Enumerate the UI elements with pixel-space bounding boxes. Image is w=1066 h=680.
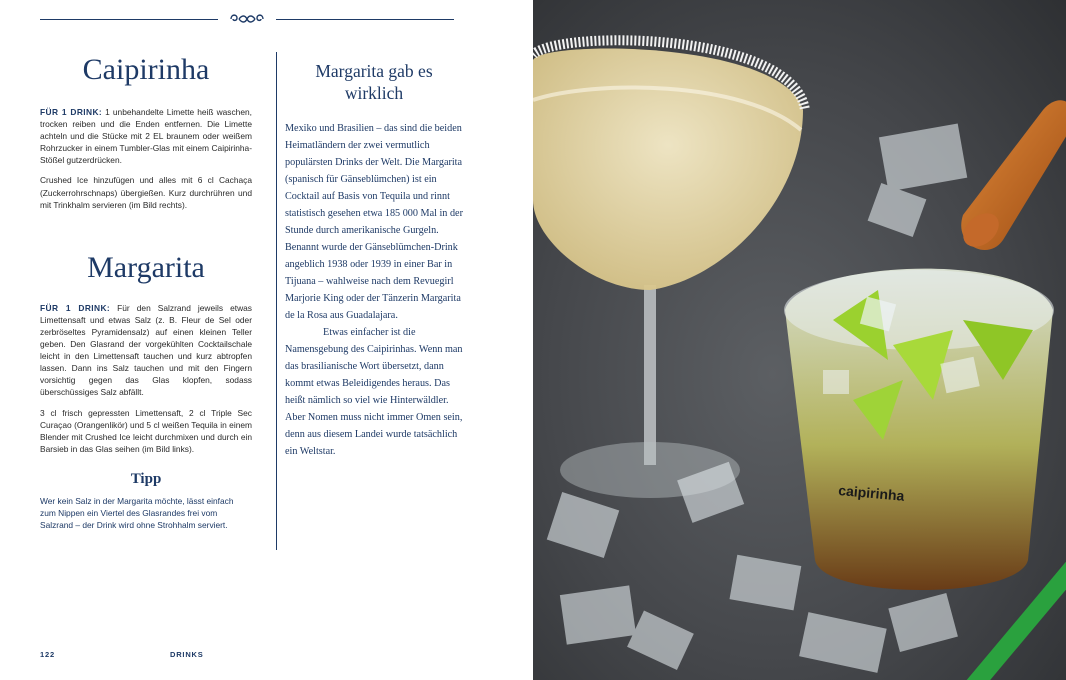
essay-column (285, 60, 463, 460)
margarita-glass (533, 40, 805, 498)
top-rule-right (276, 19, 454, 20)
ornament-icon (227, 11, 267, 27)
running-footer: DRINKS (170, 650, 204, 659)
top-rule-left (40, 19, 218, 20)
margarita-paragraph-2: 3 cl frisch gepressten Limettensaft, 2 cl Triple Sec Curaçao (Orangenlikör) und 5 cl weißen Tequila in einem Blender mit Crushed Ice leicht durchmixen und durch ein Barsieb in das Glas seihen (im Bild links). (40, 407, 252, 454)
essay-title: Margarita gab es wirklich (315, 61, 433, 103)
caipirinha-glass (784, 269, 1054, 590)
tipp-text: Wer kein Salz in der Margarita möchte, lässt einfach zum Nippen ein Viertel des Glasrandes frei vom Salzrand – der Drink wird ohne Strohhalm serviert. (40, 495, 234, 531)
tipp-title: Tipp (130, 470, 162, 487)
cocktail-photo-illustration (533, 0, 1066, 680)
column-divider (276, 52, 277, 550)
margarita-lead: FÜR 1 DRINK: (40, 302, 111, 313)
recipes-column (40, 50, 252, 531)
page-number: 122 (40, 650, 55, 659)
margarita-paragraph-1 (40, 302, 252, 399)
caipirinha-lead: FÜR 1 DRINK: (40, 107, 103, 117)
caipirinha-title: Caipirinha (82, 53, 210, 86)
cocktail-photo (533, 0, 1066, 680)
essay-paragraph-1: Mexiko und Brasilien – das sind die beiden Heimatländern der zwei vermutlich populärsten Drinks der Welt. Die Margarita (spanisch für Gänseblümchen) ist ein Cocktail auf Basis von Tequila und rinnt statistisch gesehen etwa 185 000 Mal in der Stunde durch amerikanische Gurgeln. Benannt wurde der Gänseblümchen-Drink angeblich 1938 oder 1939 in einer Bar in Tijuana – wahlweise nach dem Revuegirl Marjorie King oder der Tänzerin Margarita de la Rosa aus Guadalajara. (285, 123, 463, 321)
caipirinha-paragraph-2: Crushed Ice hinzufügen und alles mit 6 cl Cachaça (Zuckerrohrschnaps) übergießen. Kurz durchrühren und mit Trinkhalm servieren (im Bild rechts). (40, 175, 252, 210)
caipirinha-p1-text: 1 unbehandelte Limette heiß waschen, trocken reiben und die Enden entfernen. Die Limette achteln und die Stücke mit 2 EL braunem oder weißem Rohrzucker in einem Tumbler-Glas mit einem Caipirinha-Stößel gutzerdrücken. (40, 107, 252, 166)
essay-paragraph-2: Etwas einfacher ist die Namensgebung des Caipirinhas. Wenn man das brasilianische Wort übersetzt, dann kommt etwas Beleidigendes heraus. Das heißt nämlich so viel wie Hinterwäldler. Aber Nomen muss nicht immer Omen sein, denn aus diesem Landei wurde tatsächlich ein Weltstar. (285, 327, 463, 457)
margarita-title: Margarita (87, 250, 205, 284)
glass-print-text: caipirinha (837, 482, 906, 504)
margarita-p1-text: Für den Salzrand jeweils etwas Limettensaft und etwas Salz (z. B. Fleur de Sel oder zerbröseltes Pyramidensalz) auf einen kleinen Teller geben. Den Glasrand der vorgekühlten Cocktailschale leicht in den Limettensaft tauchen und kurz abtropfen lassen. Dann ins Salz tauchen und mit den Fingern vorsichtig gegen das Glas klopfen, sodass überschüssiges Salz abfällt. (40, 302, 252, 398)
muddler-icon (957, 100, 1066, 253)
caipirinha-paragraph-1 (40, 106, 252, 166)
